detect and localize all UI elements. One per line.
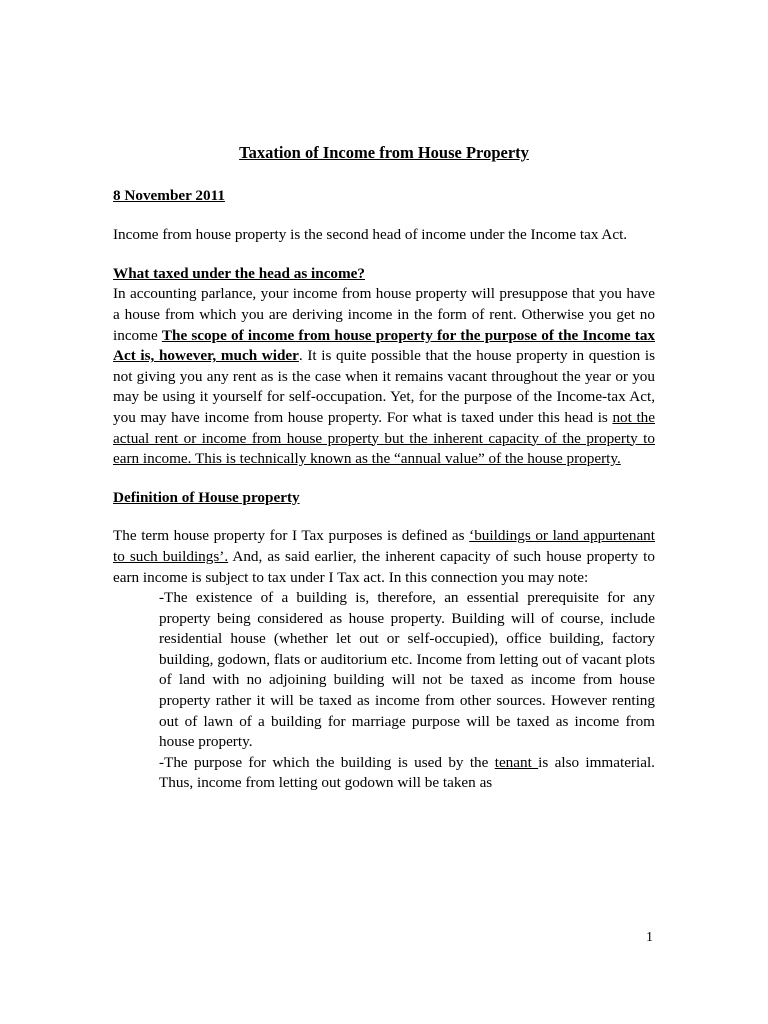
document-date: 8 November 2011 — [113, 186, 225, 204]
what-taxed-text-a: In accounting parlance, your income from house property will presuppose that you have a house from which you are deriving income in the form of rent. Otherwise you get no income — [113, 285, 655, 344]
point-purpose-text-b: is also immaterial. Thus, income from letting out godown will be taken as — [159, 753, 655, 792]
annual-value-underlined-text: not the actual rent or income from house property but the inherent capacity of the property to earn income. This is technically known as the “annual value” of the house property. — [113, 408, 655, 468]
scope-emphasis-text: The scope of income from house property for the purpose of the Income tax Act is, however, much wider — [113, 326, 656, 365]
definition-underlined-text: ‘buildings or land appurtenant to such buildings’. — [113, 527, 656, 565]
section-heading-what-taxed: What taxed under the head as income? — [113, 264, 366, 282]
point-building-existence: -The existence of a building is, therefore, an essential prerequisite for any property being considered as house property. Building will of course, include residential house (whether let out or self-occupied), office building, factory building, godown, flats or auditorium etc. Income from letting out of vacant plots of land with no adjoining building will not be taxed as income from house property rather it will be taxed as income from other sources. However renting out of lawn of a building for marriage purpose will be taxed as income from house property. — [159, 589, 655, 751]
document-body — [113, 143, 655, 794]
point-purpose-of-use — [159, 753, 655, 794]
definition-text-a: The term house property for I Tax purposes is defined as — [113, 527, 470, 545]
what-taxed-paragraph — [113, 284, 655, 469]
section-heading-definition: Definition of House property — [113, 488, 300, 506]
point-purpose-text-a: -The purpose for which the building is used by the — [159, 753, 495, 771]
definition-paragraph — [113, 526, 655, 588]
definition-text-b: And, as said earlier, the inherent capacity of such house property to earn income is subject to tax under I Tax act. In this connection you may note: — [113, 547, 655, 586]
intro-paragraph: Income from house property is the second head of income under the Income tax Act. — [113, 226, 628, 244]
tenant-underlined-text: tenant — [494, 753, 539, 771]
what-taxed-text-b: . It is quite possible that the house property in question is not giving you any rent as is the case when it remains vacant throughout the year or you may be using it yourself for self-occupation. Yet, for the purpose of the Income-tax Act, you may have income from house property. For what is taxed under this head is — [113, 347, 655, 426]
page-number: 1 — [646, 930, 653, 945]
document-title: Taxation of Income from House Property — [239, 143, 529, 162]
